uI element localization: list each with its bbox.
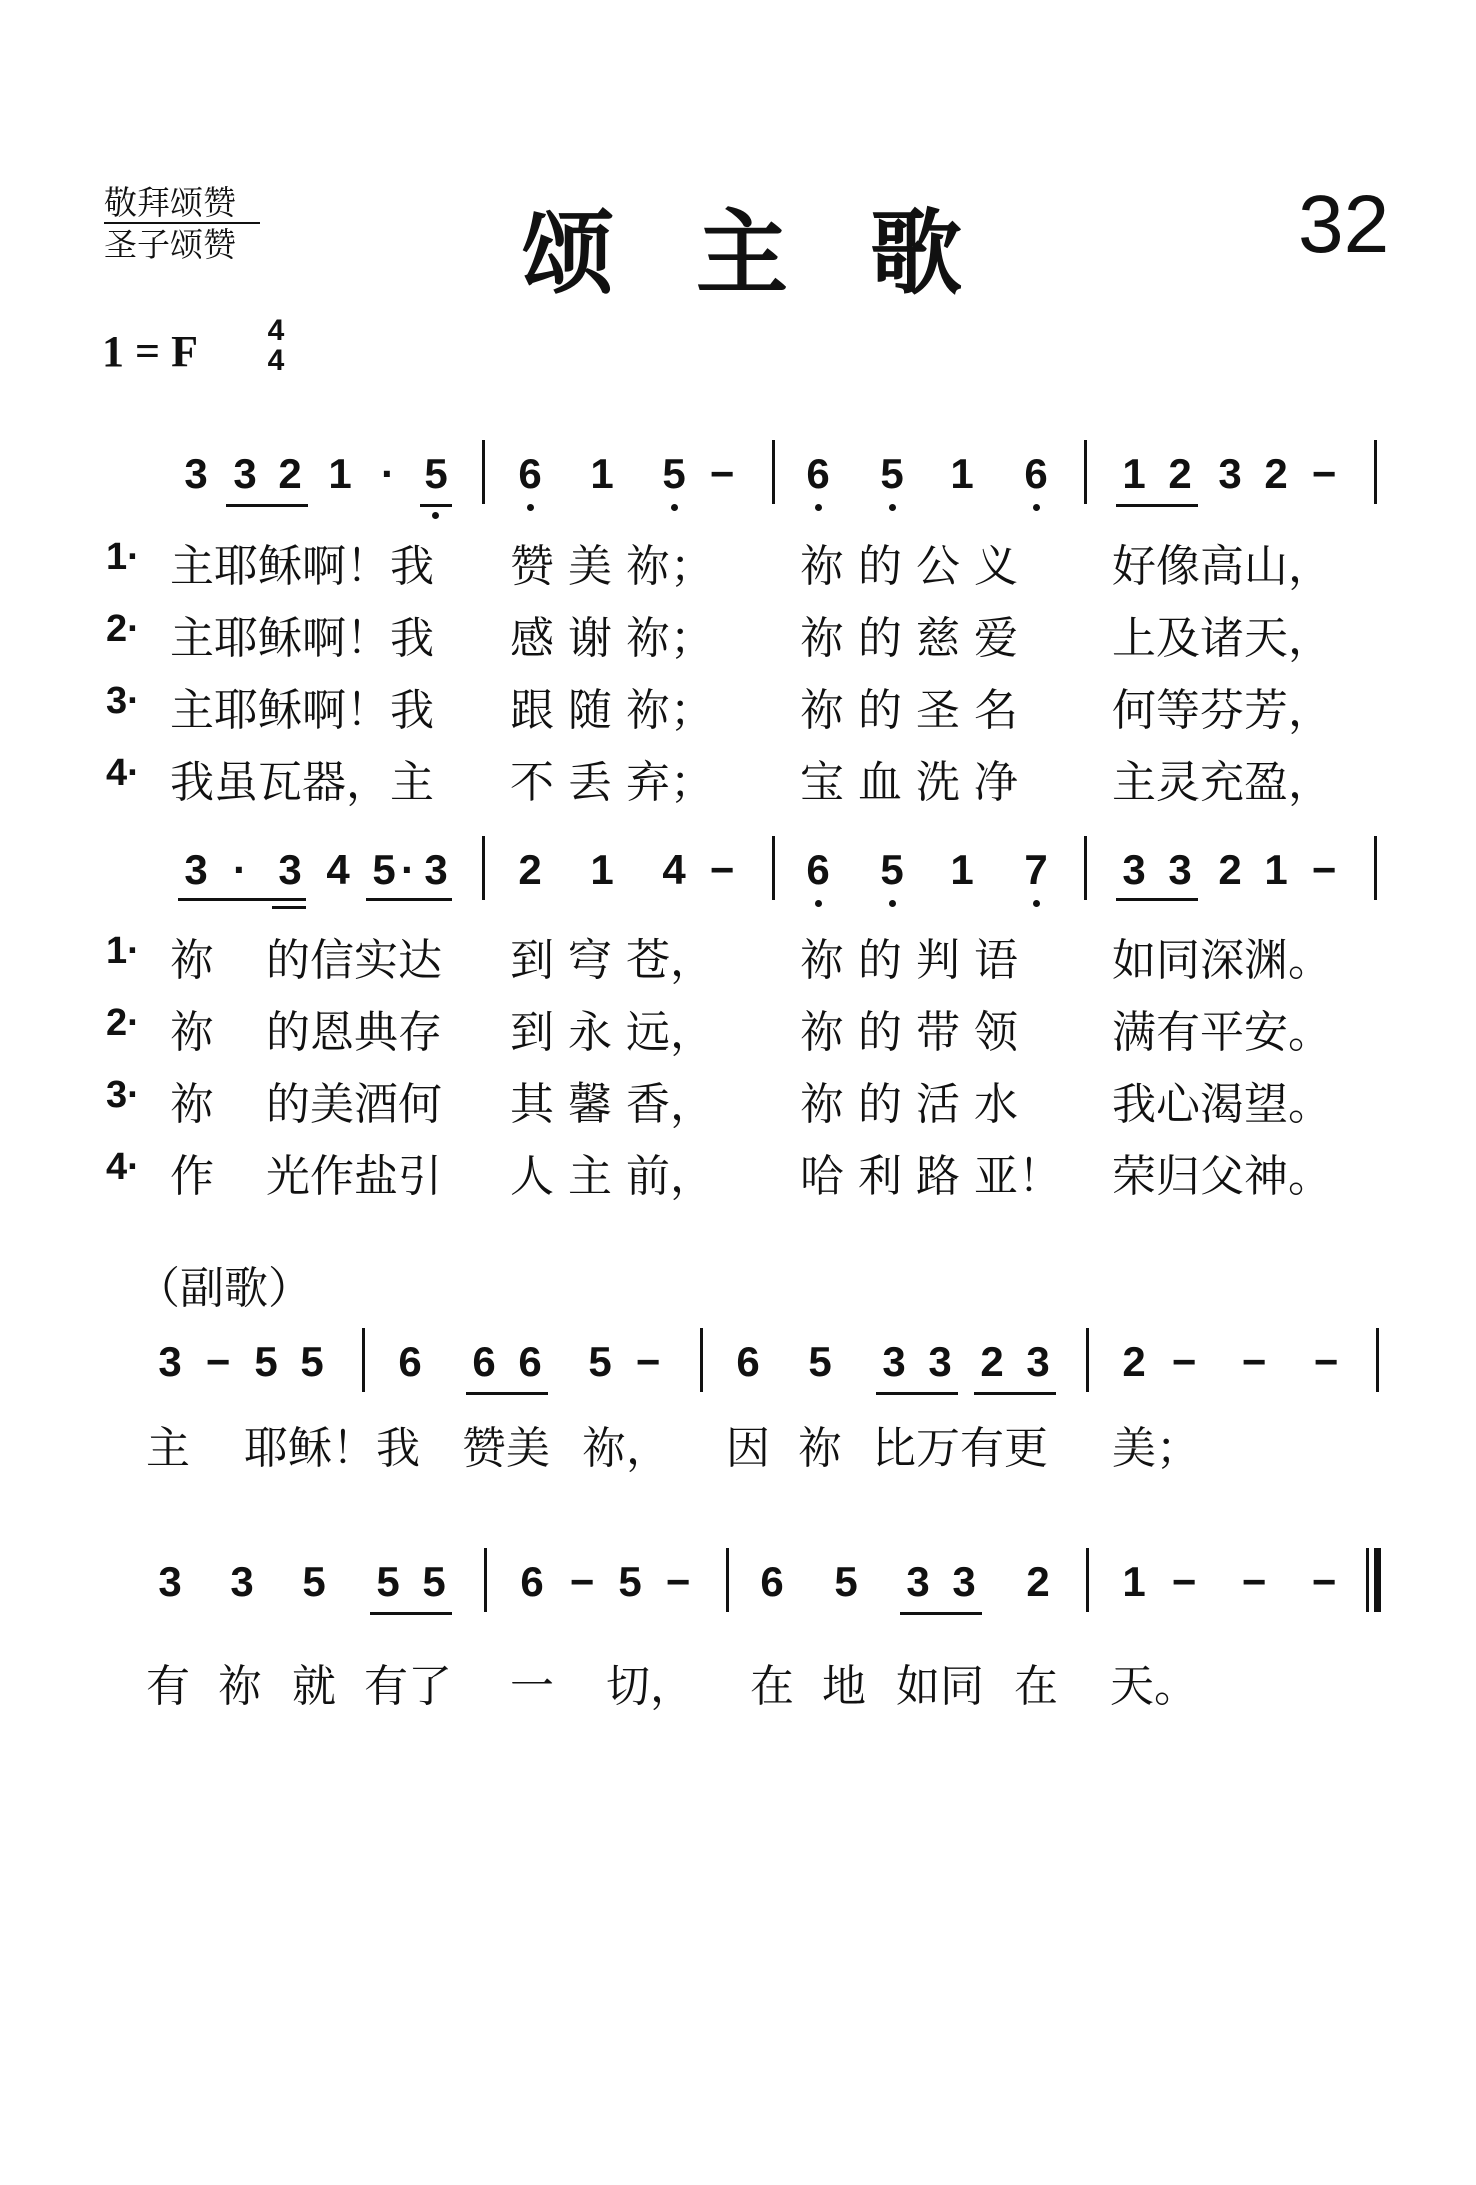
note: 5 [424, 450, 448, 497]
lyric: 地 [822, 1661, 866, 1712]
note: − [1311, 450, 1337, 497]
underline [366, 898, 452, 901]
note: 5 [880, 450, 904, 497]
bar-line [484, 1548, 487, 1612]
verse-number: 3· [106, 680, 140, 722]
note: 5 [300, 1338, 324, 1385]
note: 5 [302, 1558, 326, 1605]
underline [226, 504, 308, 507]
lyric: 在 [1014, 1661, 1058, 1712]
bar-line [1086, 1328, 1089, 1392]
note: 6 [518, 1338, 542, 1385]
underline [974, 1392, 1056, 1395]
note: 7 [1024, 846, 1048, 893]
low-octave-dot [889, 504, 896, 511]
bar-line [772, 440, 775, 504]
note: 3 [1026, 1338, 1050, 1385]
lyric: 主耶稣啊！我 [170, 685, 434, 736]
note: 6 [398, 1338, 422, 1385]
note: − [709, 846, 735, 893]
note: 3 [906, 1558, 930, 1605]
lyric: 主 [146, 1423, 190, 1474]
underline [178, 898, 306, 901]
note: 5 [422, 1558, 446, 1605]
note: − [1241, 1338, 1267, 1385]
note: 1 [1122, 450, 1146, 497]
lyric: 如同 [896, 1661, 984, 1712]
bar-line [362, 1328, 365, 1392]
note: 3 [184, 846, 208, 893]
lyric: 哈 利 路 亚！ [800, 1151, 1062, 1202]
lyric: 祢 的 活 水 [800, 1079, 1018, 1130]
category-label-2: 圣子颂赞 [104, 225, 236, 264]
note: − [1311, 846, 1337, 893]
note: 3 [1168, 846, 1192, 893]
hymn-number: 32 [1298, 179, 1390, 270]
time-signature [262, 316, 290, 376]
note: 2 [278, 450, 302, 497]
note: 3 [158, 1338, 182, 1385]
underline [370, 1612, 452, 1615]
lyric: 天。 [1110, 1661, 1198, 1712]
chorus-label: （副歌） [136, 1263, 312, 1314]
lyric: 赞 美 祢； [510, 541, 714, 592]
low-octave-dot [889, 900, 896, 907]
underline [1116, 504, 1198, 507]
lyric: 祢 的 慈 爱 [800, 613, 1018, 664]
note: 2 [1122, 1338, 1146, 1385]
note: − [569, 1558, 595, 1605]
bar-line [700, 1328, 703, 1392]
verse-number: 4· [106, 1146, 140, 1188]
note: · [233, 846, 247, 893]
lyric: 人 主 前， [510, 1151, 714, 1202]
note: · [381, 450, 395, 497]
note: 4 [662, 846, 686, 893]
note: − [1171, 1338, 1197, 1385]
lyric: 宝 血 洗 净 [800, 757, 1018, 808]
hymn-title: 颂主歌 [522, 199, 1045, 307]
note: 6 [736, 1338, 760, 1385]
lyric: 在 [750, 1661, 794, 1712]
bar-line [1084, 836, 1087, 900]
note: − [1171, 1558, 1197, 1605]
note: 5 [376, 1558, 400, 1605]
bar-line [772, 836, 775, 900]
lyric: 祢 的 带 领 [800, 1007, 1018, 1058]
low-octave-dot [1033, 504, 1040, 511]
note: 2 [1264, 450, 1288, 497]
note: 3 [882, 1338, 906, 1385]
bar-line [1084, 440, 1087, 504]
verse-number: 2· [106, 608, 140, 650]
low-octave-dot [1033, 900, 1040, 907]
note: 3 [230, 1558, 254, 1605]
low-octave-dot [815, 504, 822, 511]
lyric: 荣归父神。 [1112, 1151, 1332, 1202]
note: 5 [372, 846, 396, 893]
bar-line [1374, 836, 1377, 900]
low-octave-dot [671, 504, 678, 511]
note: − [635, 1338, 661, 1385]
lyric: 何等芬芳， [1112, 685, 1332, 736]
note: 2 [1168, 450, 1192, 497]
bar-line [726, 1548, 729, 1612]
lyric: 跟 随 祢； [510, 685, 714, 736]
note: 5 [618, 1558, 642, 1605]
note: 1 [1264, 846, 1288, 893]
verse-number: 3· [106, 1074, 140, 1116]
note: 3 [158, 1558, 182, 1605]
low-octave-dot [527, 504, 534, 511]
note: 3 [1218, 450, 1242, 497]
note: 6 [520, 1558, 544, 1605]
final-barline-thick [1374, 1548, 1381, 1612]
note: 5 [254, 1338, 278, 1385]
lyric: 的信实达 [266, 935, 442, 986]
lyric: 如同深渊。 [1112, 935, 1332, 986]
lyric: 感 谢 祢； [510, 613, 714, 664]
note: 2 [518, 846, 542, 893]
bar-line [1374, 440, 1377, 504]
note: 1 [950, 450, 974, 497]
lyric: 美； [1112, 1423, 1200, 1474]
note: 6 [472, 1338, 496, 1385]
note: 3 [233, 450, 257, 497]
underline [420, 504, 452, 507]
underline [466, 1392, 548, 1395]
note: 1 [1122, 1558, 1146, 1605]
lyric: 祢 [170, 935, 214, 986]
note: 3 [952, 1558, 976, 1605]
lyric: 光作盐引 [266, 1151, 442, 1202]
lyric: 其 馨 香， [510, 1079, 714, 1130]
note: 6 [760, 1558, 784, 1605]
note: 1 [950, 846, 974, 893]
lyric: 不 丢 弃； [510, 757, 714, 808]
lyric: 主灵充盈， [1112, 757, 1332, 808]
note: 2 [980, 1338, 1004, 1385]
verse-number: 1· [106, 536, 140, 578]
low-octave-dot [815, 900, 822, 907]
note: 6 [518, 450, 542, 497]
note: 3 [928, 1338, 952, 1385]
note: 2 [1026, 1558, 1050, 1605]
lyric: 好像高山， [1112, 541, 1332, 592]
note: − [709, 450, 735, 497]
note: 5 [662, 450, 686, 497]
lyric: 祢 [218, 1661, 262, 1712]
verse-number: 4· [106, 752, 140, 794]
note: 5 [834, 1558, 858, 1605]
note: 3 [184, 450, 208, 497]
lyric: 到 穹 苍， [510, 935, 714, 986]
note: 5 [588, 1338, 612, 1385]
lyric: 祢 [798, 1423, 842, 1474]
underline [900, 1612, 982, 1615]
note: 6 [1024, 450, 1048, 497]
note: 5 [880, 846, 904, 893]
note: 2 [1218, 846, 1242, 893]
note: 4 [326, 846, 350, 893]
verse-number: 1· [106, 930, 140, 972]
lyric: 我虽瓦器，主 [170, 757, 434, 808]
note: 1 [590, 450, 614, 497]
note: 3 [1122, 846, 1146, 893]
lyric: 祢 的 公 义 [800, 541, 1018, 592]
note: − [665, 1558, 691, 1605]
lyric: 主耶稣啊！我 [170, 541, 434, 592]
lyric: 赞美 [462, 1423, 550, 1474]
bar-line [482, 836, 485, 900]
lyric: 我心渴望。 [1112, 1079, 1332, 1130]
bar-line [482, 440, 485, 504]
note: − [1313, 1338, 1339, 1385]
final-barline-thin [1366, 1548, 1369, 1612]
lyric: 祢， [582, 1423, 670, 1474]
note: 3 [424, 846, 448, 893]
underline [272, 906, 306, 909]
note: − [1241, 1558, 1267, 1605]
lyric: 的恩典存 [266, 1007, 442, 1058]
lyric: 耶稣！我 [244, 1423, 420, 1474]
note: 1 [590, 846, 614, 893]
lyric: 祢 [170, 1079, 214, 1130]
bar-line [1376, 1328, 1379, 1392]
time-signature-top: 4 [267, 314, 285, 347]
lyric: 到 永 远， [510, 1007, 714, 1058]
note: 6 [806, 846, 830, 893]
lyric: 一 [510, 1661, 554, 1712]
lyric: 的美酒何 [266, 1079, 442, 1130]
underline [1116, 898, 1198, 901]
bar-line [1086, 1548, 1089, 1612]
note: · [401, 846, 415, 893]
lyric: 祢 的 圣 名 [800, 685, 1018, 736]
time-signature-bottom: 4 [267, 344, 285, 377]
lyric: 因 [726, 1423, 770, 1474]
lyric: 满有平安。 [1112, 1007, 1332, 1058]
note: 3 [278, 846, 302, 893]
note: 6 [806, 450, 830, 497]
lyric: 祢 的 判 语 [800, 935, 1018, 986]
lyric: 就 [292, 1661, 336, 1712]
category-label-1: 敬拜颂赞 [104, 183, 236, 222]
lyric: 有 [146, 1661, 190, 1712]
key-signature: 1 = F [102, 327, 198, 376]
note: − [1311, 1558, 1337, 1605]
lyric: 主耶稣啊！我 [170, 613, 434, 664]
category-underline [104, 222, 260, 224]
lyric: 切， [606, 1661, 694, 1712]
note: 1 [328, 450, 352, 497]
lyric: 比万有更 [872, 1423, 1048, 1474]
lyric: 作 [170, 1151, 214, 1202]
note: 5 [808, 1338, 832, 1385]
low-octave-dot [432, 512, 439, 519]
verse-number: 2· [106, 1002, 140, 1044]
lyric: 有了 [364, 1661, 452, 1712]
lyric: 祢 [170, 1007, 214, 1058]
note: − [205, 1338, 231, 1385]
lyric: 上及诸天， [1112, 613, 1332, 664]
underline [876, 1392, 958, 1395]
